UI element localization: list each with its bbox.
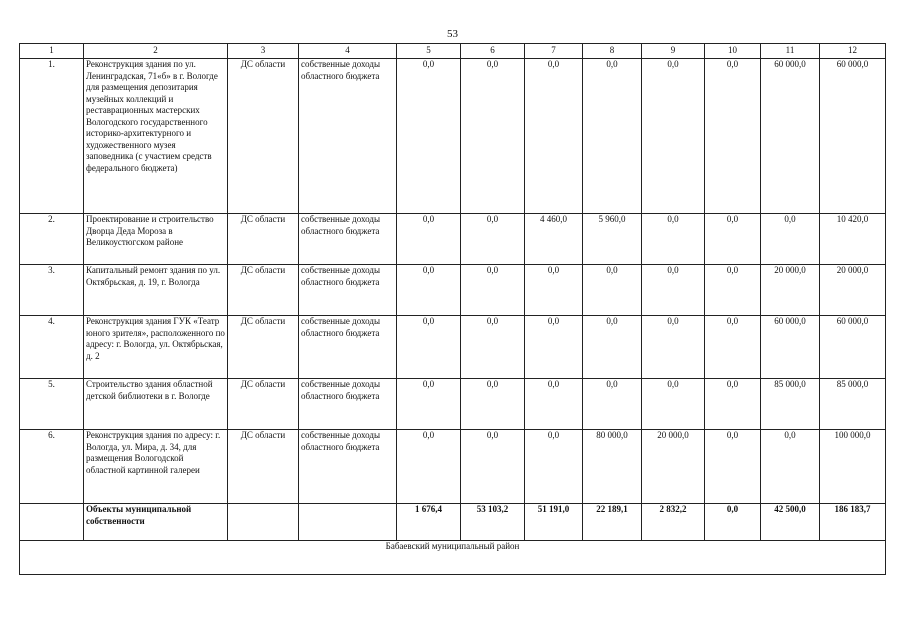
value-cell: 0,0 — [525, 430, 583, 504]
value-cell: 0,0 — [397, 430, 461, 504]
value-cell: 0,0 — [461, 59, 525, 214]
value-cell: 0,0 — [525, 379, 583, 430]
agency: ДС области — [228, 59, 299, 214]
value-cell: 0,0 — [642, 59, 705, 214]
table-row — [20, 59, 886, 214]
funding-source: собственные доходы областного бюджета — [299, 379, 397, 430]
value-cell: 0,0 — [583, 379, 642, 430]
column-numbers-row — [20, 44, 886, 59]
value-cell: 0,0 — [525, 265, 583, 316]
value-cell: 20 000,0 — [761, 265, 820, 316]
value-cell: 80 000,0 — [583, 430, 642, 504]
value-cell: 0,0 — [705, 214, 761, 265]
column-number: 12 — [820, 44, 886, 59]
table-row — [20, 316, 886, 379]
column-number: 5 — [397, 44, 461, 59]
value-cell: 0,0 — [642, 379, 705, 430]
column-number: 2 — [84, 44, 228, 59]
value-cell: 60 000,0 — [761, 59, 820, 214]
value-cell: 0,0 — [461, 316, 525, 379]
funding-source: собственные доходы областного бюджета — [299, 316, 397, 379]
table-row — [20, 379, 886, 430]
value-cell: 0,0 — [525, 316, 583, 379]
object-name: Строительство здания областной детской библиотеки в г. Вологде — [84, 379, 228, 430]
value-cell: 0,0 — [642, 316, 705, 379]
value-cell: 20 000,0 — [642, 430, 705, 504]
section-title: Бабаевский муниципальный район — [20, 541, 886, 575]
row-number: 3. — [20, 265, 84, 316]
value-cell: 0,0 — [705, 59, 761, 214]
column-number: 3 — [228, 44, 299, 59]
value-cell: 0,0 — [642, 214, 705, 265]
column-number: 10 — [705, 44, 761, 59]
column-number: 4 — [299, 44, 397, 59]
row-number: 5. — [20, 379, 84, 430]
value-cell: 0,0 — [525, 59, 583, 214]
agency: ДС области — [228, 316, 299, 379]
value-cell: 10 420,0 — [820, 214, 886, 265]
total-value: 51 191,0 — [525, 504, 583, 541]
value-cell: 0,0 — [397, 379, 461, 430]
value-cell: 0,0 — [397, 214, 461, 265]
total-label: Объекты муниципальной собственности — [84, 504, 228, 541]
value-cell: 0,0 — [583, 316, 642, 379]
total-value: 1 676,4 — [397, 504, 461, 541]
value-cell: 0,0 — [705, 265, 761, 316]
object-name: Капитальный ремонт здания по ул. Октябрьская, д. 19, г. Вологда — [84, 265, 228, 316]
funding-source: собственные доходы областного бюджета — [299, 265, 397, 316]
row-number: 4. — [20, 316, 84, 379]
object-name: Реконструкция здания ГУК «Театр юного зрителя», расположенного по адресу: г. Вологда, ул. Октябрьская, д. 2 — [84, 316, 228, 379]
table-row — [20, 214, 886, 265]
value-cell: 0,0 — [397, 265, 461, 316]
value-cell: 0,0 — [461, 214, 525, 265]
value-cell: 0,0 — [583, 265, 642, 316]
empty-cell — [299, 504, 397, 541]
value-cell: 0,0 — [583, 59, 642, 214]
value-cell: 0,0 — [397, 316, 461, 379]
empty-cell — [228, 504, 299, 541]
object-name: Реконструкция здания по ул. Ленинградская, 71«б» в г. Вологде для размещения депозитария музейных коллекций и реставрационных мастерских Вологодского государственного историко-архитектурного и художественного музея заповедника (с участием средств федерального бюджета) — [84, 59, 228, 214]
agency: ДС области — [228, 265, 299, 316]
row-number: 2. — [20, 214, 84, 265]
page-number: 53 — [447, 28, 458, 40]
table-row — [20, 430, 886, 504]
value-cell: 4 460,0 — [525, 214, 583, 265]
value-cell: 0,0 — [642, 265, 705, 316]
total-value: 42 500,0 — [761, 504, 820, 541]
value-cell: 0,0 — [461, 379, 525, 430]
empty-cell — [20, 504, 84, 541]
table-row — [20, 265, 886, 316]
value-cell: 0,0 — [461, 430, 525, 504]
total-value: 22 189,1 — [583, 504, 642, 541]
value-cell: 0,0 — [397, 59, 461, 214]
total-value: 0,0 — [705, 504, 761, 541]
total-value: 2 832,2 — [642, 504, 705, 541]
agency: ДС области — [228, 430, 299, 504]
total-row — [20, 504, 886, 541]
column-number: 9 — [642, 44, 705, 59]
column-number: 11 — [761, 44, 820, 59]
object-name: Проектирование и строительство Дворца Деда Мороза в Великоустюгском районе — [84, 214, 228, 265]
value-cell: 0,0 — [705, 430, 761, 504]
column-number: 8 — [583, 44, 642, 59]
value-cell: 0,0 — [761, 430, 820, 504]
total-value: 186 183,7 — [820, 504, 886, 541]
object-name: Реконструкция здания по адресу: г. Вологда, ул. Мира, д. 34, для размещения Вологодской областной картинной галереи — [84, 430, 228, 504]
value-cell: 60 000,0 — [820, 316, 886, 379]
section-row — [20, 541, 886, 575]
funding-source: собственные доходы областного бюджета — [299, 59, 397, 214]
funding-source: собственные доходы областного бюджета — [299, 430, 397, 504]
row-number: 1. — [20, 59, 84, 214]
value-cell: 60 000,0 — [761, 316, 820, 379]
value-cell: 100 000,0 — [820, 430, 886, 504]
agency: ДС области — [228, 214, 299, 265]
column-number: 1 — [20, 44, 84, 59]
funding-source: собственные доходы областного бюджета — [299, 214, 397, 265]
value-cell: 0,0 — [705, 316, 761, 379]
value-cell: 60 000,0 — [820, 59, 886, 214]
value-cell: 0,0 — [461, 265, 525, 316]
value-cell: 5 960,0 — [583, 214, 642, 265]
row-number: 6. — [20, 430, 84, 504]
column-number: 6 — [461, 44, 525, 59]
column-number: 7 — [525, 44, 583, 59]
value-cell: 0,0 — [705, 379, 761, 430]
agency: ДС области — [228, 379, 299, 430]
total-value: 53 103,2 — [461, 504, 525, 541]
value-cell: 0,0 — [761, 214, 820, 265]
value-cell: 85 000,0 — [761, 379, 820, 430]
budget-table — [19, 43, 886, 575]
value-cell: 20 000,0 — [820, 265, 886, 316]
value-cell: 85 000,0 — [820, 379, 886, 430]
